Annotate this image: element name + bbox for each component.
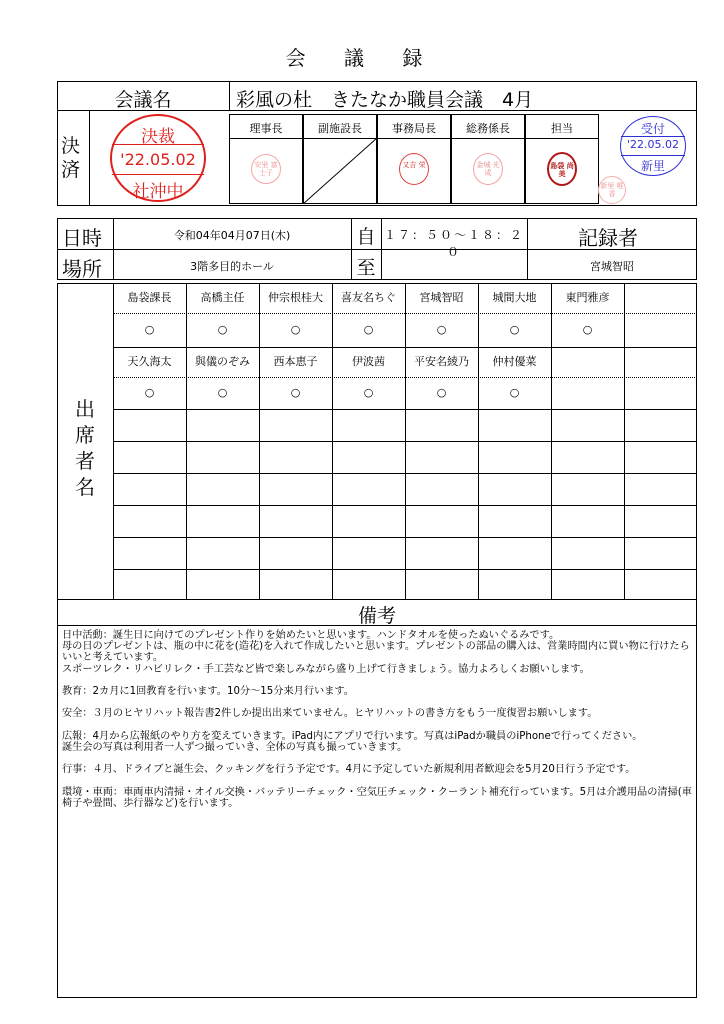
recorder-name: 宮城智昭 (590, 260, 634, 273)
attendees-grid (113, 283, 697, 600)
meeting-date: 令和04年04月07日(木) (173, 229, 291, 242)
attendance-mark: ○ (509, 386, 520, 399)
attendee-name: 島袋課長 (127, 291, 172, 304)
approval-stamp (110, 114, 206, 202)
attendee-name (551, 347, 624, 377)
place-label: 場所 (62, 257, 102, 281)
seal-general-affairs: 金城 光成 (473, 153, 503, 185)
to-label: 至 (356, 257, 376, 279)
attendee-name: 天久海太 (127, 355, 172, 368)
time-range: １７：５０～１８：２０ (383, 228, 524, 259)
attendance-mark (551, 377, 624, 409)
meeting-name-value: 彩風の杜 きたなか職員会議 4月 (236, 89, 534, 111)
role-label-general-affairs: 総務係長 (466, 122, 510, 135)
approval-label: 決済 (61, 135, 81, 181)
attendee-name: 仲村優菜 (492, 355, 537, 368)
attendance-mark: ○ (436, 386, 447, 399)
seal-in-charge: 島袋 尚美 (547, 152, 577, 186)
attendee-name: 宮城智昭 (419, 291, 464, 304)
attendance-mark: ○ (582, 323, 593, 336)
attendance-mark: ○ (290, 386, 301, 399)
approval-stamp-bottom: 社沖中 (132, 182, 184, 202)
role-label-chairman: 理事長 (249, 122, 283, 135)
meeting-name-divider (229, 81, 230, 111)
attendance-mark: ○ (290, 323, 301, 336)
approval-label-divider (89, 111, 90, 206)
receipt-seal: 新里 唯香 (598, 176, 626, 204)
attendance-mark: ○ (363, 323, 374, 336)
attendance-mark (624, 313, 697, 347)
meeting-place: 3階多目的ホール (190, 260, 274, 273)
attendance-mark: ○ (217, 323, 228, 336)
notes-text: 日中活動：誕生日に向けてのプレゼント作りを始めたいと思います。ハンドタオルを使ったぬいぐるみです。 母の日のプレゼントは、瓶の中に花を(造花)を入れて作成したいと思います。プレゼントの部品の購入は、営業時間内に買い物に行けたらいいと考えています。 スポーツレク・リハビリレク・手工芸など皆で楽しみながら盛り上げて行きましょう。協力よろしくお願いします。 教育：2カ月に1回教育を行います。10分～15分来月行います。 安全：３月のヒヤリハット報告書2件しか提出出来ていません。ヒヤリハットの書き方をもう一度復習お願いします。 広報：4月から広報紙のやり方を変えていきます。iPad内にアプリで行います。写真はiPadか職員のiPhoneで行ってください。 誕生会の写真は利用者一人ずつ撮っていき、全体の写真も撮っていきます。 行事：４月、ドライブと誕生会、クッキングを行う予定です。4月に予定していた新規利用者歓迎会を5月20日行う予定です。 環境・車両：車両車内清掃・オイル交換・バッテリーチェック・空気圧チェック・クーラント補充行っています。5月は介護用品の清掃(車椅子や畳間、歩行器など)を行います。 (62, 630, 692, 810)
seal-chairman: 安里 富士子 (251, 154, 281, 184)
attendee-name: 伊波茜 (352, 355, 385, 368)
attendance-mark: ○ (436, 323, 447, 336)
attendance-mark: ○ (144, 323, 155, 336)
role-label-in-charge: 担当 (551, 122, 573, 135)
recorder-label: 記録者 (578, 226, 638, 250)
seal-secretary-general: 又吉 栄 (399, 153, 429, 185)
attendees-label: 出席者名 (75, 397, 95, 499)
vice-director-slash (303, 138, 377, 204)
attendance-mark: ○ (509, 323, 520, 336)
role-label-secretary-general: 事務局長 (392, 122, 436, 135)
approval-stamp-date: '22.05.02 (120, 150, 196, 169)
receipt-stamp-date: '22.05.02 (626, 138, 679, 151)
approval-stamp-top: 決裁 (141, 127, 175, 147)
receipt-stamp-top: 受付 (640, 122, 665, 136)
attendee-name (624, 347, 697, 377)
from-label: 自 (356, 226, 376, 248)
attendee-name: 東門雅彦 (565, 291, 610, 304)
receipt-stamp (620, 116, 686, 176)
notes-label: 備考 (357, 605, 396, 627)
attendee-name: 喜友名ちぐ (341, 291, 396, 304)
page-title: 会 議 録 (285, 46, 439, 70)
receipt-stamp-bottom: 新里 (640, 159, 665, 173)
role-header-line (229, 138, 599, 139)
attendance-mark: ○ (217, 386, 228, 399)
attendee-name: 與儀のぞみ (195, 355, 250, 368)
attendee-name: 城間大地 (492, 291, 537, 304)
attendee-name: 平安名綾乃 (414, 355, 469, 368)
attendee-name (624, 283, 697, 313)
role-label-vice-director: 副施設長 (318, 122, 362, 135)
datetime-label: 日時 (62, 226, 102, 250)
attendance-mark: ○ (144, 386, 155, 399)
attendee-name: 西本恵子 (273, 355, 318, 368)
attendance-mark (624, 377, 697, 409)
meeting-name-label: 会議名 (114, 89, 172, 111)
attendee-name: 高橋主任 (200, 291, 245, 304)
attendance-mark: ○ (363, 386, 374, 399)
attendee-name: 仲宗根桂大 (268, 291, 323, 304)
